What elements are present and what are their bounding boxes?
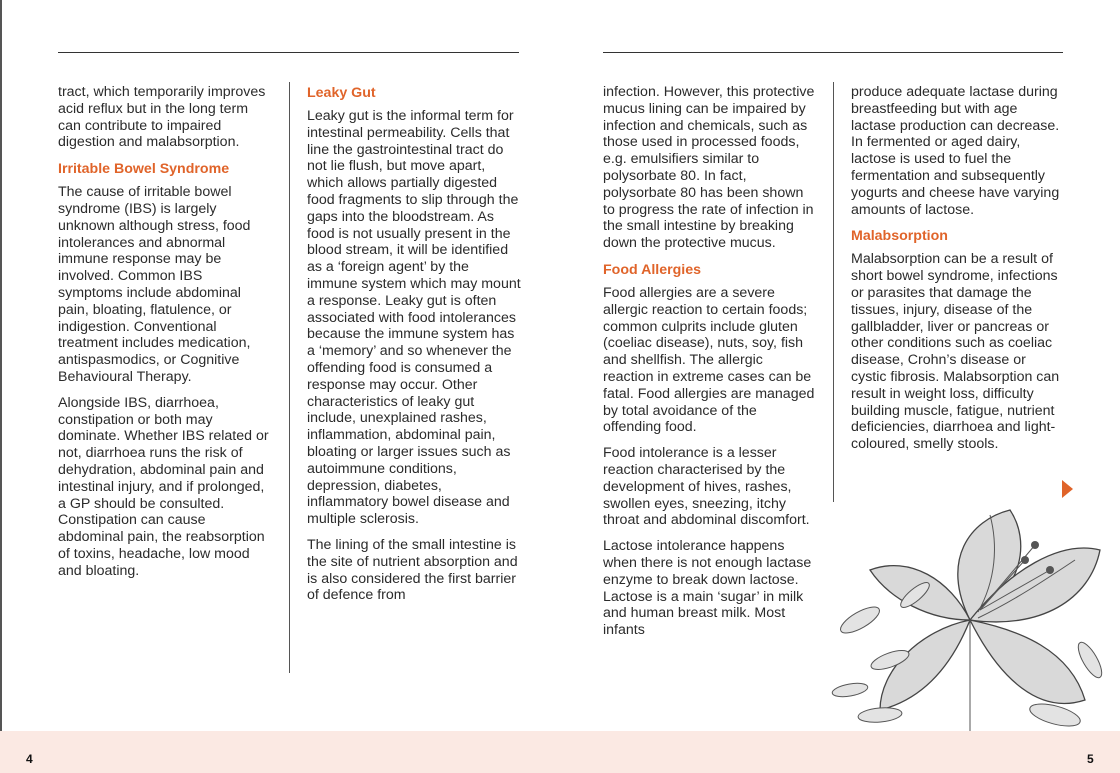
heading-leaky-gut: Leaky Gut — [307, 85, 376, 101]
paragraph: infection. However, this protective mucus lining can be impaired by infection and chemicals, such as those used in processed foods, e.g. emulsifiers similar to polysorbate 80. In fact, polysorbate 80 has been shown to progress the rate of infection in the small intestine by breaking down the protective mucus. — [603, 84, 815, 252]
flower-illustration — [820, 500, 1120, 732]
heading-irritable-bowel-syndrome: Irritable Bowel Syndrome — [58, 161, 230, 178]
right-page-top-rule — [603, 52, 1063, 53]
column-3 — [603, 84, 815, 648]
heading-malabsorption: Malabsorption — [851, 228, 948, 245]
paragraph: Leaky gut is the informal term for intestinal permeability. Cells that line the gastrointestinal tract do not lie flush, but move apart, which allows partially digested food fragments to slip through the gaps into the bloodstream. As food is not usually present in the blood stream, it will be identified as a ‘foreign agent’ by the immune system which may mount a response. Leaky gut is often associated with food intolerances because the immune system has a ‘memory’ and so whenever the offending food is consumed a response may occur. Other characteristics of leaky gut include, unexplained rashes, inflammation, abdominal pain, bloating or larger issues such as autoimmune conditions, depression, diabetes, inflammatory bowel disease and multiple sclerosis. — [307, 108, 521, 528]
column-1 — [58, 84, 270, 589]
left-page-top-rule — [58, 52, 519, 53]
column-divider — [833, 82, 834, 502]
paragraph: The lining of the small intestine is the site of nutrient absorption and is also considered the first barrier of defence from — [307, 536, 518, 604]
paragraph: Alongside IBS, diarrhoea, constipation or both may dominate. Whether IBS related or not, diarrhoea runs the risk of dehydration, abdominal pain and intestinal injury, and if prolonged, a GP should be consulted. Constipation can cause abdominal pain, the reabsorption of toxins, headache, low mood and bloating. — [58, 394, 269, 579]
column-2 — [307, 84, 523, 613]
paragraph: The cause of irritable bowel syndrome (IBS) is largely unknown although stress, food intolerances and abnormal immune response may be involved. Common IBS symptoms include abdominal pain, bloating, flatulence, or indigestion. Conventional treatment includes medication, antispasmodics, or Cognitive Behavioural Therapy. — [58, 184, 251, 385]
paragraph: Food intolerance is a lesser reaction characterised by the development of hives, rashes, swollen eyes, sneezing, itchy throat and abdominal discomfort. — [603, 445, 810, 529]
column-divider — [289, 82, 290, 673]
paragraph: produce adequate lactase during breastfeeding but with age lactase production can decrease. In fermented or aged dairy, lactose is used to fuel the fermentation and subsequently yogurts and cheese have varying amounts of lactose. — [851, 84, 1060, 218]
page-spine — [0, 0, 2, 773]
paragraph: Food allergies are a severe allergic reaction to certain foods; common culprits include gluten (coeliac disease), nuts, soy, fish and shellfish. The allergic reaction in extreme cases can be fatal. Food allergies are managed by total avoidance of the offending food. — [603, 284, 815, 436]
next-arrow-icon — [1062, 480, 1074, 498]
paragraph: tract, which temporarily improves acid reflux but in the long term can contribute to impaired digestion and malabsorption. — [58, 84, 266, 151]
page-number-right: 5 — [1087, 752, 1094, 766]
column-4 — [851, 84, 1061, 462]
paragraph: Lactose intolerance happens when there is not enough lactase enzyme to break down lactose. Lactose is a main ‘sugar’ in milk and human breast milk. Most infants — [603, 538, 812, 639]
heading-food-allergies: Food Allergies — [603, 261, 702, 278]
paragraph: Malabsorption can be a result of short bowel syndrome, infections or parasites that damage the tissues, injury, disease of the gallbladder, liver or pancreas or other conditions such as coeliac disease, Crohn’s disease or cystic fibrosis. Malabsorption can result in weight loss, difficulty building muscle, fatigue, nutrient deficiencies, diarrhoea and light-coloured, smelly stools. — [851, 251, 1060, 453]
page-number-left: 4 — [26, 752, 33, 766]
footer-band — [0, 731, 1120, 773]
